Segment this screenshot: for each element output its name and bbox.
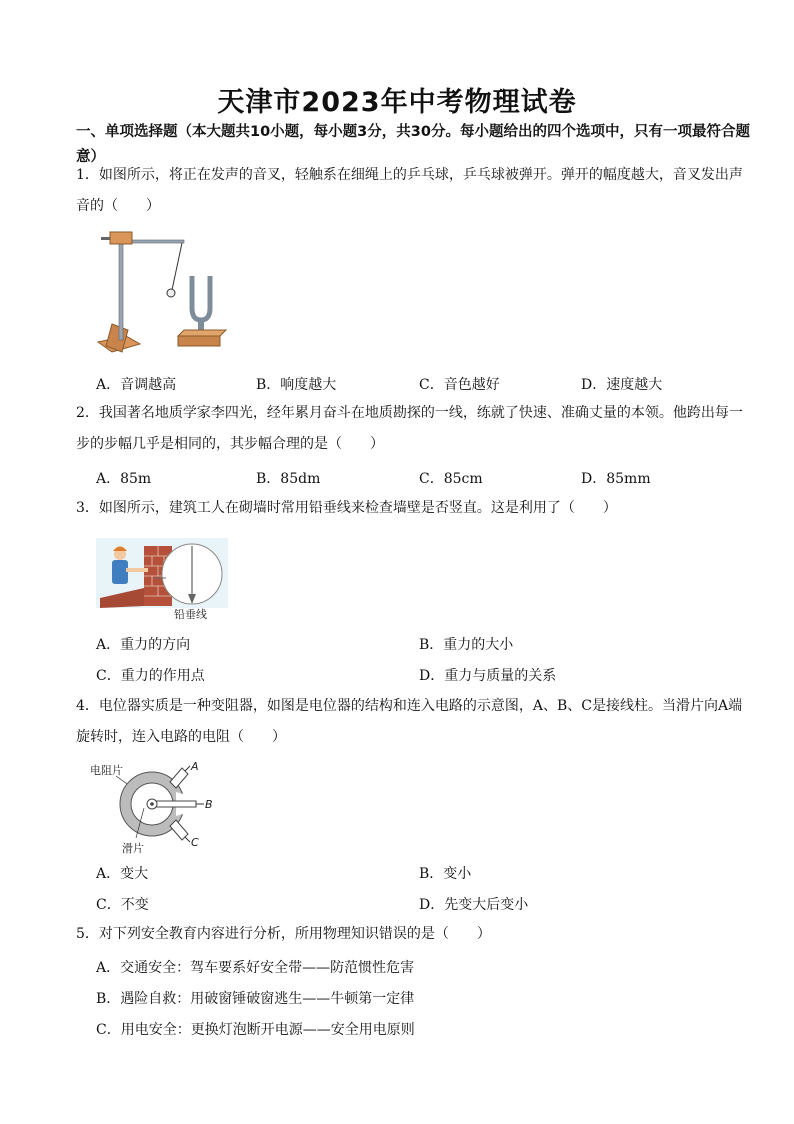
option-b[interactable]: B．变小 bbox=[419, 866, 472, 882]
terminal-c-label: C bbox=[191, 836, 199, 849]
terminal-a-label: A bbox=[191, 760, 199, 773]
option-d[interactable]: D．速度越大 bbox=[581, 377, 663, 393]
section-heading: 一、单项选择题（本大题共10小题，每小题3分，共30分。每小题给出的四个选项中，只有一项最符合题意） bbox=[76, 124, 750, 165]
question-5-option-b-row bbox=[96, 988, 756, 1012]
option-b[interactable]: B．重力的大小 bbox=[419, 637, 514, 653]
question-4-stem: 4．电位器实质是一种变阻器，如图是电位器的结构和连入电路的示意图，A、B、C是接线柱。当滑片向A端旋转时，连入电路的电阻（ ） bbox=[76, 698, 743, 745]
option-d[interactable]: D．重力与质量的关系 bbox=[419, 668, 557, 684]
question-3-stem: 3．如图所示，建筑工人在砌墙时常用铅垂线来检查墙壁是否竖直。这是利用了（ ） bbox=[76, 500, 617, 516]
question-4-options-row-2 bbox=[96, 894, 756, 918]
option-a[interactable]: A．重力的方向 bbox=[96, 637, 191, 653]
option-c[interactable]: C．音色越好 bbox=[419, 377, 500, 393]
tuning-fork-figure bbox=[92, 226, 232, 360]
question-3-options-row-1 bbox=[96, 634, 756, 658]
option-c[interactable]: C．用电安全：更换灯泡断开电源——安全用电原则 bbox=[96, 1022, 415, 1038]
option-a[interactable]: A．音调越高 bbox=[96, 377, 177, 393]
question-3-options-row-2 bbox=[96, 665, 756, 689]
plumb-line-label: 铅垂线 bbox=[174, 608, 207, 621]
option-b[interactable]: B．85dm bbox=[256, 471, 321, 487]
plumb-line-figure bbox=[96, 538, 228, 622]
option-d[interactable]: D．先变大后变小 bbox=[419, 897, 529, 913]
option-c[interactable]: C．不变 bbox=[96, 897, 149, 913]
option-a[interactable]: A．85m bbox=[96, 471, 152, 487]
slider-label: 滑片 bbox=[122, 842, 144, 855]
question-2-options bbox=[96, 468, 756, 492]
question-4-options-row-1 bbox=[96, 863, 756, 887]
question-5-option-a-row bbox=[96, 957, 756, 981]
option-c[interactable]: C．重力的作用点 bbox=[96, 668, 205, 684]
resistor-strip-label: 电阻片 bbox=[90, 764, 123, 777]
option-b[interactable]: B．遇险自救：用破窗锤破窗逃生——牛顿第一定律 bbox=[96, 991, 415, 1007]
question-1-options bbox=[96, 374, 756, 398]
option-a[interactable]: A．交通安全：驾车要系好安全带——防范惯性危害 bbox=[96, 960, 415, 976]
question-1-stem: 1．如图所示，将正在发声的音叉，轻触系在细绳上的乒乓球，乒乓球被弹开。弹开的幅度越大，音叉发出声音的（ ） bbox=[76, 167, 743, 214]
question-5-option-c-row bbox=[96, 1019, 756, 1043]
option-b[interactable]: B．响度越大 bbox=[256, 377, 337, 393]
page-title: 天津市2023年中考物理试卷 bbox=[217, 87, 577, 118]
option-c[interactable]: C．85cm bbox=[419, 471, 483, 487]
question-5-stem: 5．对下列安全教育内容进行分析，所用物理知识错误的是（ ） bbox=[76, 926, 491, 942]
potentiometer-figure bbox=[86, 756, 226, 856]
terminal-b-label: B bbox=[205, 798, 213, 811]
option-d[interactable]: D．85mm bbox=[581, 471, 651, 487]
option-a[interactable]: A．变大 bbox=[96, 866, 149, 882]
question-2-stem: 2．我国著名地质学家李四光，经年累月奋斗在地质勘探的一线，练就了快速、准确丈量的本领。他跨出每一步的步幅几乎是相同的，其步幅合理的是（ ） bbox=[76, 405, 743, 452]
